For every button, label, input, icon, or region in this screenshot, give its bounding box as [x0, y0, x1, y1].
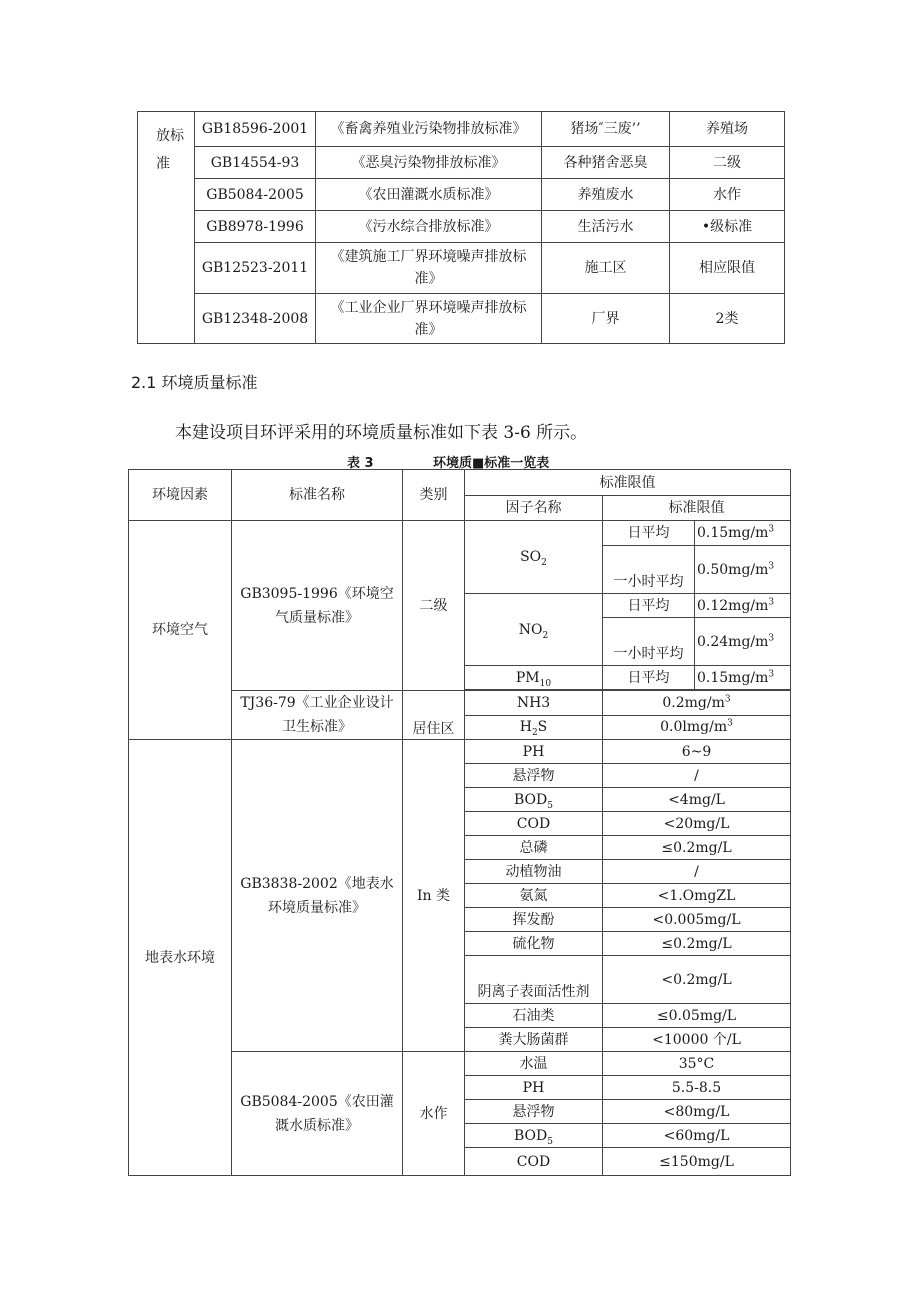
- pm10-daily-value: $0.15mg/m^3$: [695, 666, 791, 690]
- factor-name: PH: [465, 1076, 603, 1100]
- std-name: 《建筑施工厂界环境噪声排放标准》: [316, 243, 542, 294]
- factor-value: <0.2mg/L: [603, 956, 791, 1004]
- header-standard: 标准名称: [232, 470, 403, 521]
- period-daily: 日平均: [603, 666, 695, 690]
- factor-value: <20mg/L: [603, 812, 791, 836]
- intro-paragraph: 本建设项目环评采用的环境质量标准如下表 3-6 所示。: [175, 423, 588, 443]
- std-level: 二级: [670, 147, 785, 179]
- factor-h2s: $H_2S$: [465, 715, 603, 740]
- table-caption-text: 环境质■标准一览表: [433, 456, 550, 471]
- air-standard-2: TJ36-79《工业企业设计卫生标准》: [232, 691, 403, 740]
- factor-name: COD: [465, 812, 603, 836]
- no2-hourly-value: $0.24mg/m^3$: [695, 618, 791, 666]
- so2-hourly-value: $0.50mg/m^3$: [695, 546, 791, 594]
- factor-name: 硫化物: [465, 932, 603, 956]
- period-hourly: 一小时平均: [603, 546, 695, 594]
- side-label-cell: [138, 112, 195, 344]
- factor-name: $BOD_5$: [465, 1124, 603, 1148]
- air-label: 环境空气: [129, 521, 232, 740]
- so2-daily-value: $0.15mg/m^3$: [695, 521, 791, 546]
- air-category-1: 二级: [403, 521, 465, 691]
- side-label: 放标准: [156, 128, 184, 172]
- factor-nh3: NH3: [465, 691, 603, 716]
- factor-name: 挥发酚: [465, 908, 603, 932]
- factor-name: $BOD_5$: [465, 788, 603, 812]
- std-object: 施工区: [542, 243, 670, 294]
- std-object: 生活污水: [542, 211, 670, 243]
- factor-name: 石油类: [465, 1004, 603, 1028]
- quality-standards-table: [128, 469, 791, 1176]
- factor-name: 悬浮物: [465, 1100, 603, 1124]
- factor-no2: $NO_2$: [465, 594, 603, 666]
- header-limit-group: 标准限值: [465, 470, 791, 496]
- std-object: 养殖废水: [542, 179, 670, 211]
- factor-value: ≤150mg/L: [603, 1148, 791, 1176]
- factor-name: PH: [465, 740, 603, 764]
- discharge-standards-table: [137, 111, 785, 344]
- factor-value: 35°C: [603, 1052, 791, 1076]
- std-name: 《工业企业厂界环境噪声排放标准》: [316, 294, 542, 344]
- factor-pm10: $PM_{10}$: [465, 666, 603, 690]
- section-title: 2.1 环境质量标准: [131, 373, 258, 392]
- std-code: GB5084-2005: [195, 179, 316, 211]
- surface-category-1: In 类: [403, 740, 465, 1052]
- std-object: 各种猪舍恶臭: [542, 147, 670, 179]
- factor-name: 阴离子表面活性剂: [465, 956, 603, 1004]
- std-level: •级标准: [670, 211, 785, 243]
- h2s-value: $0.0lmg/m^3$: [603, 715, 791, 740]
- header-limit-value: 标准限值: [603, 496, 791, 521]
- factor-value: 6~9: [603, 740, 791, 764]
- std-code: GB14554-93: [195, 147, 316, 179]
- std-level: 2类: [670, 294, 785, 344]
- std-object: 猪场″三废’’: [542, 112, 670, 147]
- std-name: 《污水综合排放标准》: [316, 211, 542, 243]
- std-code: GB18596-2001: [195, 112, 316, 147]
- factor-so2: $SO_2$: [465, 521, 603, 594]
- factor-name: 悬浮物: [465, 764, 603, 788]
- period-daily: 日平均: [603, 594, 695, 618]
- factor-name: 粪大肠菌群: [465, 1028, 603, 1052]
- std-name: 《恶臭污染物排放标准》: [316, 147, 542, 179]
- period-hourly: 一小时平均: [603, 618, 695, 666]
- factor-value: <0.005mg/L: [603, 908, 791, 932]
- std-object: 厂界: [542, 294, 670, 344]
- factor-value: <4mg/L: [603, 788, 791, 812]
- std-code: GB12523-2011: [195, 243, 316, 294]
- surface-category-2: 水作: [403, 1052, 465, 1176]
- period-daily: 日平均: [603, 521, 695, 546]
- factor-value: <80mg/L: [603, 1100, 791, 1124]
- factor-value: ≤0.05mg/L: [603, 1004, 791, 1028]
- std-level: 养殖场: [670, 112, 785, 147]
- factor-name: 动植物油: [465, 860, 603, 884]
- factor-name: 水温: [465, 1052, 603, 1076]
- std-name: 《农田灌溉水质标准》: [316, 179, 542, 211]
- surface-standard-1: GB3838-2002《地表水环境质量标准》: [232, 740, 403, 1052]
- factor-name: 氨氮: [465, 884, 603, 908]
- factor-value: <1.OmgZL: [603, 884, 791, 908]
- factor-value: <60mg/L: [603, 1124, 791, 1148]
- std-level: 水作: [670, 179, 785, 211]
- factor-value: 5.5-8.5: [603, 1076, 791, 1100]
- header-factor: 环境因素: [129, 470, 232, 521]
- air-category-2: 居住区: [403, 691, 465, 740]
- air-standard-1: GB3095-1996《环境空气质量标准》: [232, 521, 403, 691]
- factor-name: COD: [465, 1148, 603, 1176]
- std-code: GB8978-1996: [195, 211, 316, 243]
- header-factor-name: 因子名称: [465, 496, 603, 521]
- std-code: GB12348-2008: [195, 294, 316, 344]
- factor-value: ≤0.2mg/L: [603, 932, 791, 956]
- factor-value: /: [603, 764, 791, 788]
- factor-value: ≤0.2mg/L: [603, 836, 791, 860]
- surface-standard-2: GB5084-2005《农田灌溉水质标准》: [232, 1052, 403, 1176]
- surface-label: 地表水环境: [129, 740, 232, 1176]
- header-category: 类别: [403, 470, 465, 521]
- factor-name: 总磷: [465, 836, 603, 860]
- std-name: 《畜禽养殖业污染物排放标准》: [316, 112, 542, 147]
- table-caption-number: 表 3: [347, 456, 374, 471]
- factor-value: <10000 个/L: [603, 1028, 791, 1052]
- nh3-value: $0.2mg/m^3$: [603, 691, 791, 716]
- no2-daily-value: $0.12mg/m^3$: [695, 594, 791, 618]
- factor-value: /: [603, 860, 791, 884]
- std-level: 相应限值: [670, 243, 785, 294]
